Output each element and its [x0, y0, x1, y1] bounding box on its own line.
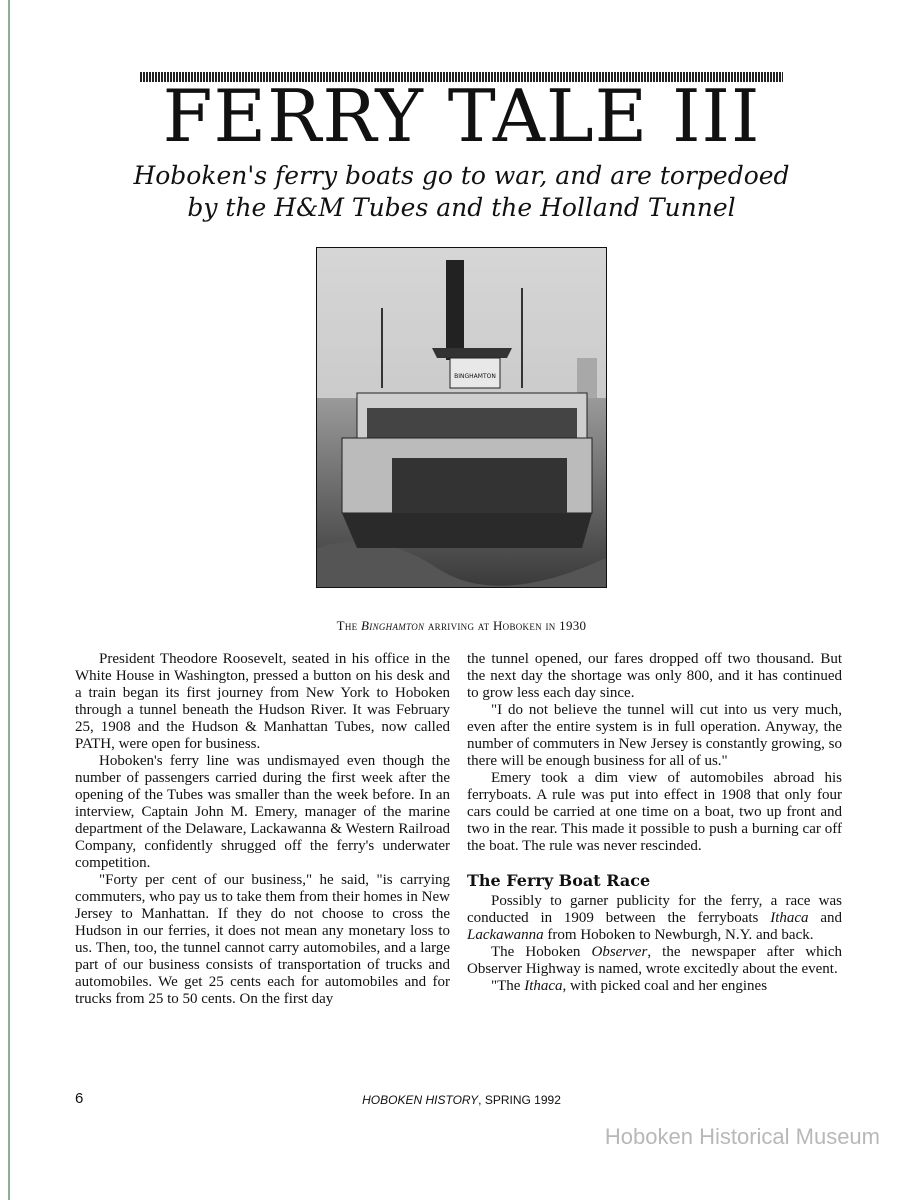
paragraph: "I do not believe the tunnel will cut into us very much, even after the entire system is in full operation. Anyway, the number of commuters in New Jersey is constantly growing, so there will be enough business for all of us." [467, 702, 842, 769]
paragraph: President Theodore Roosevelt, seated in his office in the White House in Washington, pressed a button on his desk and a train began its first journey from New York to Hoboken through a tunnel beneath the Hudson River. It was February 25, 1908 and the Hudson & Manhattan Tubes, now called PATH, were open for business. [75, 651, 450, 752]
paragraph [467, 944, 842, 978]
paragraph: the tunnel opened, our fares dropped off two thousand. But the next day the shortage was only 800, and it has continued to grow less each day since. [467, 651, 842, 701]
ship-name: Lackawanna [467, 927, 544, 943]
article-subtitle [60, 160, 863, 224]
article-title: FERRY TALE III [162, 74, 761, 158]
publication-name: HOBOKEN HISTORY [362, 1093, 479, 1107]
paragraph: Emery took a dim view of automobiles abroad his ferryboats. A rule was put into effect in 1908 that only four cars could be carried at one time on a boat, two up front and two in the rear. This made it possible to push a burning car off the boat. The rule was never rescinded. [467, 770, 842, 854]
text-run: , with picked coal and her engines [562, 978, 768, 994]
caption-prefix: The [336, 618, 362, 633]
text-run: Possibly to garner publicity for the ferry, a race was conducted in 1909 between the ferryboats [467, 893, 842, 926]
ferry-photo-illustration [317, 248, 606, 587]
subtitle-line-1: Hoboken's ferry boats go to war, and are torpedoed [133, 161, 790, 190]
ship-name: Ithaca [524, 978, 563, 994]
paragraph: "Forty per cent of our business," he said, "is carrying commuters, who pay us to take them from their homes in New Jersey to Manhattan. If they do not choose to cross the Hudson in our ferries, it does not mean any monetary loss to us. Then, too, the tunnel cannot carry automobiles, and a large part of our business consists of transportation of trucks and automobiles. We get 25 cents each for automobiles and for trucks from 25 to 50 cents. On the first day [75, 872, 450, 1007]
running-footer [300, 1093, 623, 1107]
photo-caption [200, 618, 723, 634]
left-margin-rule [8, 0, 10, 1200]
page-number: 6 [75, 1090, 84, 1107]
right-column [467, 651, 842, 995]
paragraph [467, 978, 842, 995]
issue-date: , SPRING 1992 [478, 1093, 561, 1107]
text-run: and [808, 910, 842, 926]
left-column [75, 651, 450, 1008]
boat-name-sign: BINGHAMTON [454, 373, 496, 380]
ship-name: Ithaca [770, 910, 809, 926]
newspaper-name: Observer [591, 944, 648, 960]
text-run: "The [491, 978, 525, 994]
museum-watermark: Hoboken Historical Museum [604, 1124, 880, 1149]
caption-boat-name: Binghamton [361, 618, 425, 633]
paragraph [467, 893, 842, 944]
caption-suffix: arriving at Hoboken in 1930 [424, 618, 587, 633]
text-run: from Hoboken to Newburgh, N.Y. and back. [543, 927, 814, 943]
ferry-photo [316, 247, 607, 588]
text-run: The Hoboken [491, 944, 592, 960]
text-run: , the newspaper after which Observer Highway is named, wrote excitedly about the event. [467, 944, 842, 977]
subtitle-line-2: by the H&M Tubes and the Holland Tunnel [187, 193, 736, 222]
section-heading: The Ferry Boat Race [467, 871, 651, 890]
paragraph: Hoboken's ferry line was undismayed even though the number of passengers carried during the first week after the opening of the Tubes was smaller than the week before. In an interview, Captain John M. Emery, manager of the marine department of the Delaware, Lackawanna & Western Railroad Company, confidently shrugged off the ferry's underwater competition. [75, 753, 450, 871]
